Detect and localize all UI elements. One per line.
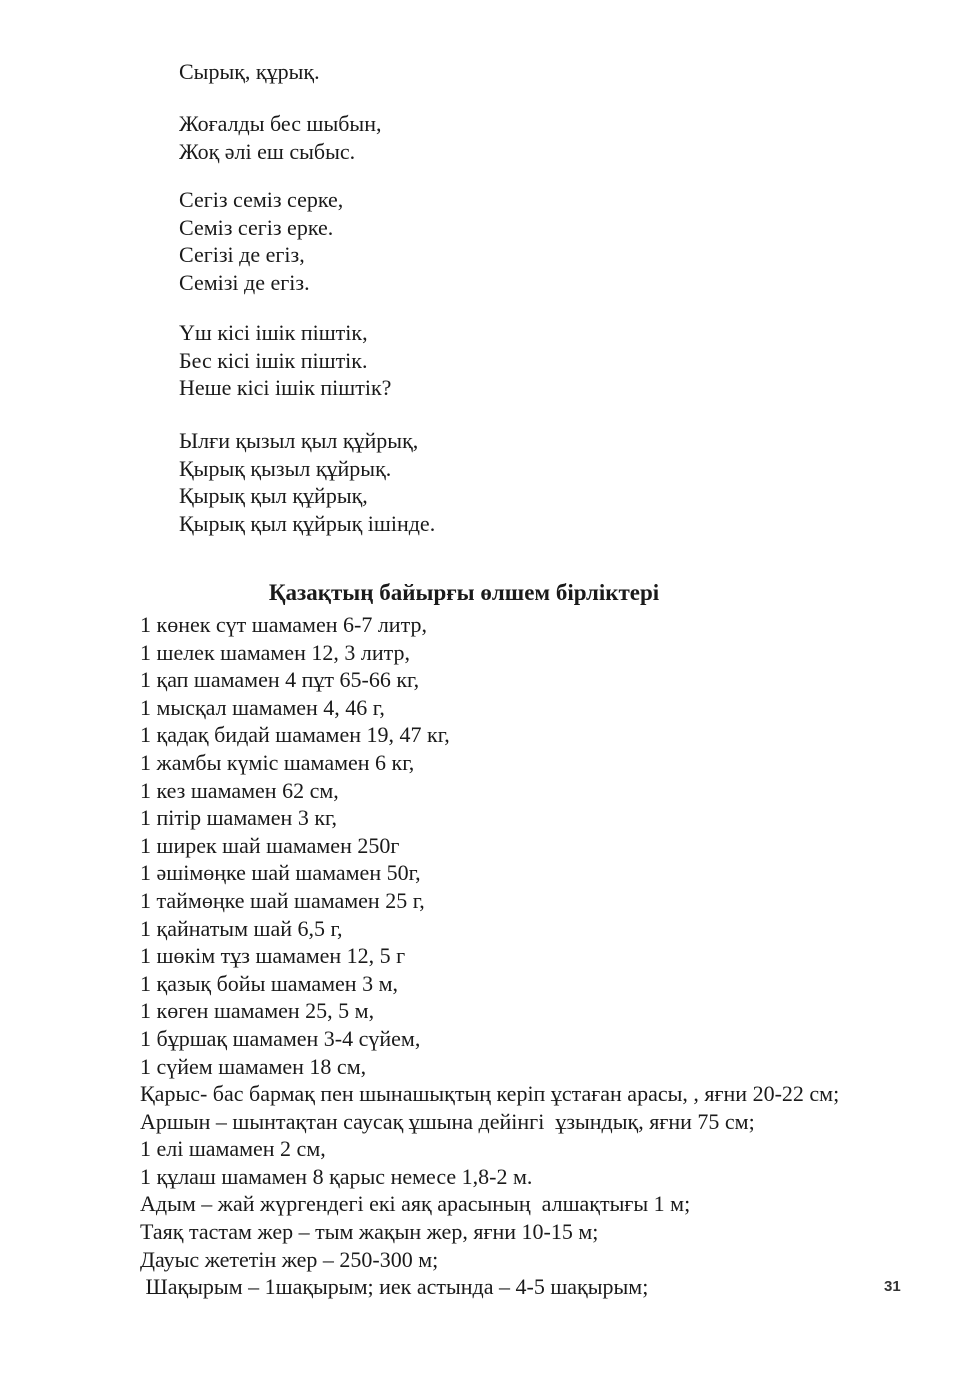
tongue-twister-stanza-1 (179, 58, 320, 86)
measure-line: 1 жамбы күміс шамамен 6 кг, (140, 749, 415, 775)
verse-line: Семізі де егіз. (179, 269, 310, 295)
measure-line: 1 пітір шамамен 3 кг, (140, 805, 338, 831)
verse-line: Қырық қыл құйрық ішінде. (179, 510, 436, 536)
measure-line: Адым – жай жүргендегі екі аяқ арасының алшақтығы 1 м; (140, 1191, 691, 1217)
verse-line: Қырық қыл құйрық, (179, 483, 368, 509)
measure-line: 1 бұршақ шамамен 3-4 сүйем, (140, 1025, 421, 1051)
measure-line: Аршын – шынтақтан саусақ ұшына дейінгі ұзындық, яғни 75 см; (140, 1108, 755, 1134)
measure-line: 1 құлаш шамамен 8 қарыс немесе 1,8-2 м. (140, 1163, 533, 1189)
verse-line: Сегізі де егіз, (179, 242, 305, 268)
measure-line: Қарыс- бас бармақ пен шынашықтың керіп ұстаған арасы, , яғни 20-22 см; (140, 1081, 840, 1107)
measure-line: 1 ширек шай шамамен 250г (140, 832, 400, 858)
measure-line: 1 қап шамамен 4 пұт 65-66 кг, (140, 667, 420, 693)
measure-line: 1 елі шамамен 2 см, (140, 1136, 326, 1162)
verse-line: Ылғи қызыл қыл құйрық, (179, 428, 419, 453)
verse-line: Үш кісі ішік піштік, (179, 320, 368, 345)
tongue-twister-stanza-5 (179, 427, 435, 537)
measure-line: 1 көнек сүт шамамен 6-7 литр, (140, 612, 427, 637)
verse-line: Сегіз семіз серке, (179, 187, 344, 212)
measure-line: Таяқ тастам жер – тым жақын жер, яғни 10-15 м; (140, 1219, 599, 1245)
measure-line: 1 сүйем шамамен 18 см, (140, 1053, 367, 1079)
measure-line: Дауыс жететін жер – 250-300 м; (140, 1246, 439, 1272)
page-number: 31 (884, 1278, 901, 1295)
measure-line: 1 мысқал шамамен 4, 46 г, (140, 694, 385, 720)
measure-line: 1 қадақ бидай шамамен 19, 47 кг, (140, 722, 450, 748)
tongue-twister-stanza-3 (179, 186, 343, 296)
measure-line: 1 қайнатым шай 6,5 г, (140, 915, 343, 941)
measure-line: Шақырым – 1шақырым; иек астында – 4-5 шақырым; (140, 1274, 649, 1300)
measures-section (140, 578, 840, 1301)
measure-line: 1 кез шамамен 62 см, (140, 777, 339, 803)
measure-line: 1 шелек шамамен 12, 3 литр, (140, 639, 410, 665)
verse-line: Қырық қызыл құйрық. (179, 455, 392, 481)
verse-line: Жоқ әлі еш сыбыс. (179, 138, 356, 164)
verse-line: Жоғалды бес шыбын, (179, 111, 382, 136)
verse-line: Семіз сегіз ерке. (179, 214, 334, 240)
measure-line: 1 қазық бойы шамамен 3 м, (140, 970, 398, 996)
verse-line: Сырық, құрық. (179, 59, 320, 84)
measures-list (140, 611, 840, 1301)
verse-line: Бес кісі ішік піштік. (179, 347, 368, 373)
measure-line: 1 көген шамамен 25, 5 м, (140, 998, 375, 1024)
measure-line: 1 әшімөңке шай шамамен 50г, (140, 860, 421, 886)
tongue-twister-stanza-4 (179, 319, 391, 402)
tongue-twister-stanza-2 (179, 110, 381, 165)
measure-line: 1 таймөңке шай шамамен 25 г, (140, 887, 425, 913)
measures-heading: Қазақтың байырғы өлшем бірліктері (268, 580, 660, 605)
verse-line: Неше кісі ішік піштік? (179, 375, 392, 401)
measure-line: 1 шөкім тұз шамамен 12, 5 г (140, 943, 406, 969)
